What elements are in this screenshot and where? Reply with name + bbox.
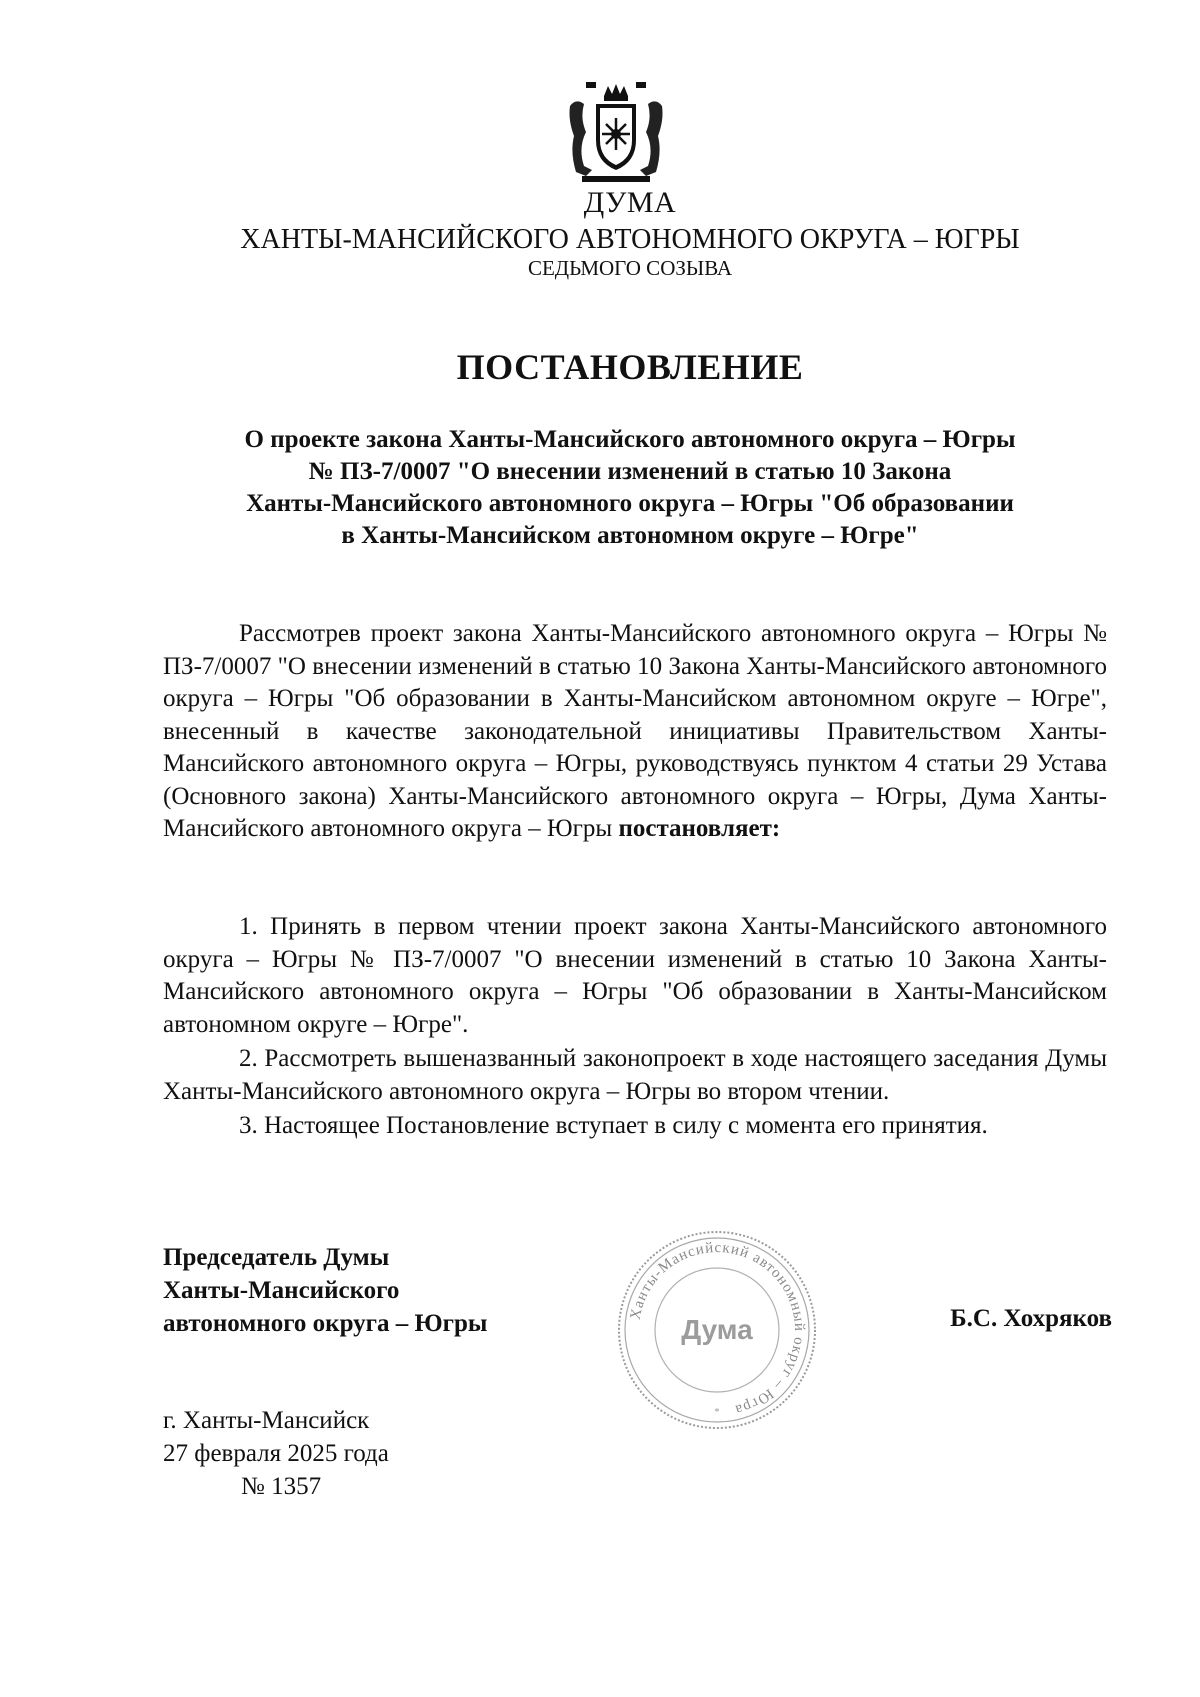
document-number: № 1357 <box>241 1473 322 1500</box>
document-type-title: ПОСТАНОВЛЕНИЕ <box>456 347 804 387</box>
position-line: Председатель Думы <box>163 1244 390 1271</box>
seal-ring-text: Ханты-Мансийский автономный округ – Югра <box>627 1239 808 1418</box>
resolution-item-2: 2. Рассмотреть вышеназванный законопроект в ходе настоящего заседания Думы Ханты-Мансийского автономного округа – Югры во втором чтении. <box>163 1045 1107 1105</box>
subject-line: Ханты-Мансийского автономного округа – Югры "Об образовании <box>246 490 1014 517</box>
subject-line: О проекте закона Ханты-Мансийского автономного округа – Югры <box>244 426 1016 453</box>
preamble-paragraph <box>163 618 1107 846</box>
seal-center-text: Дума <box>681 1314 753 1345</box>
resolution-items <box>163 911 1107 1143</box>
org-name-duma: ДУМА <box>583 186 677 219</box>
preamble-text: Рассмотрев проект закона Ханты-Мансийского автономного округа – Югры № ПЗ-7/0007 "О внесении изменений в статью 10 Закона Ханты-Мансийского автономного округа – Югры "Об образовании в Ханты-Мансийском автономном округе – Югре", внесенный в качестве законодательной инициативы Правительством Ханты-Мансийского автономного округа – Югры, руководствуясь пунктом 4 статьи 29 Устава (Основного закона) Ханты-Мансийского автономного округа – Югры, Дума Ханты-Мансийского автономного округа – Югры <box>163 620 1107 842</box>
org-convocation: СЕДЬМОГО СОЗЫВА <box>527 256 733 280</box>
resolution-item-1: 1. Принять в первом чтении проект закона Ханты-Мансийского автономного округа – Югры № ПЗ-7/0007 "О внесении изменений в статью 10 Закона Ханты-Мансийского автономного округа – Югры "Об образовании в Ханты-Мансийском автономном округе – Югре". <box>163 913 1107 1038</box>
document-subject <box>180 424 1080 552</box>
position-line: автономного округа – Югры <box>163 1310 488 1337</box>
signatory-name: Б.С. Хохряков <box>950 1305 1112 1332</box>
document-place-date <box>163 1404 389 1503</box>
svg-text:*: * <box>714 1407 720 1418</box>
preamble <box>163 618 1107 846</box>
resolves-word: постановляет: <box>618 815 781 842</box>
subject-line: № ПЗ-7/0007 "О внесении изменений в статью 10 Закона <box>308 458 952 485</box>
org-name-region: ХАНТЫ-МАНСИЙСКОГО АВТОНОМНОГО ОКРУГА – ЮГРЫ <box>240 224 1020 255</box>
official-seal-stamp <box>612 1225 822 1435</box>
signatory-position <box>163 1241 487 1340</box>
position-line: Ханты-Мансийского <box>163 1277 400 1304</box>
document-date: 27 февраля 2025 года <box>163 1440 389 1467</box>
resolution-item-3: 3. Настоящее Постановление вступает в силу с момента его принятия. <box>239 1112 988 1139</box>
document-city: г. Ханты-Мансийск <box>163 1407 370 1434</box>
subject-line: в Ханты-Мансийском автономном округе – Югре" <box>341 522 919 549</box>
coat-of-arms-icon <box>566 78 666 188</box>
